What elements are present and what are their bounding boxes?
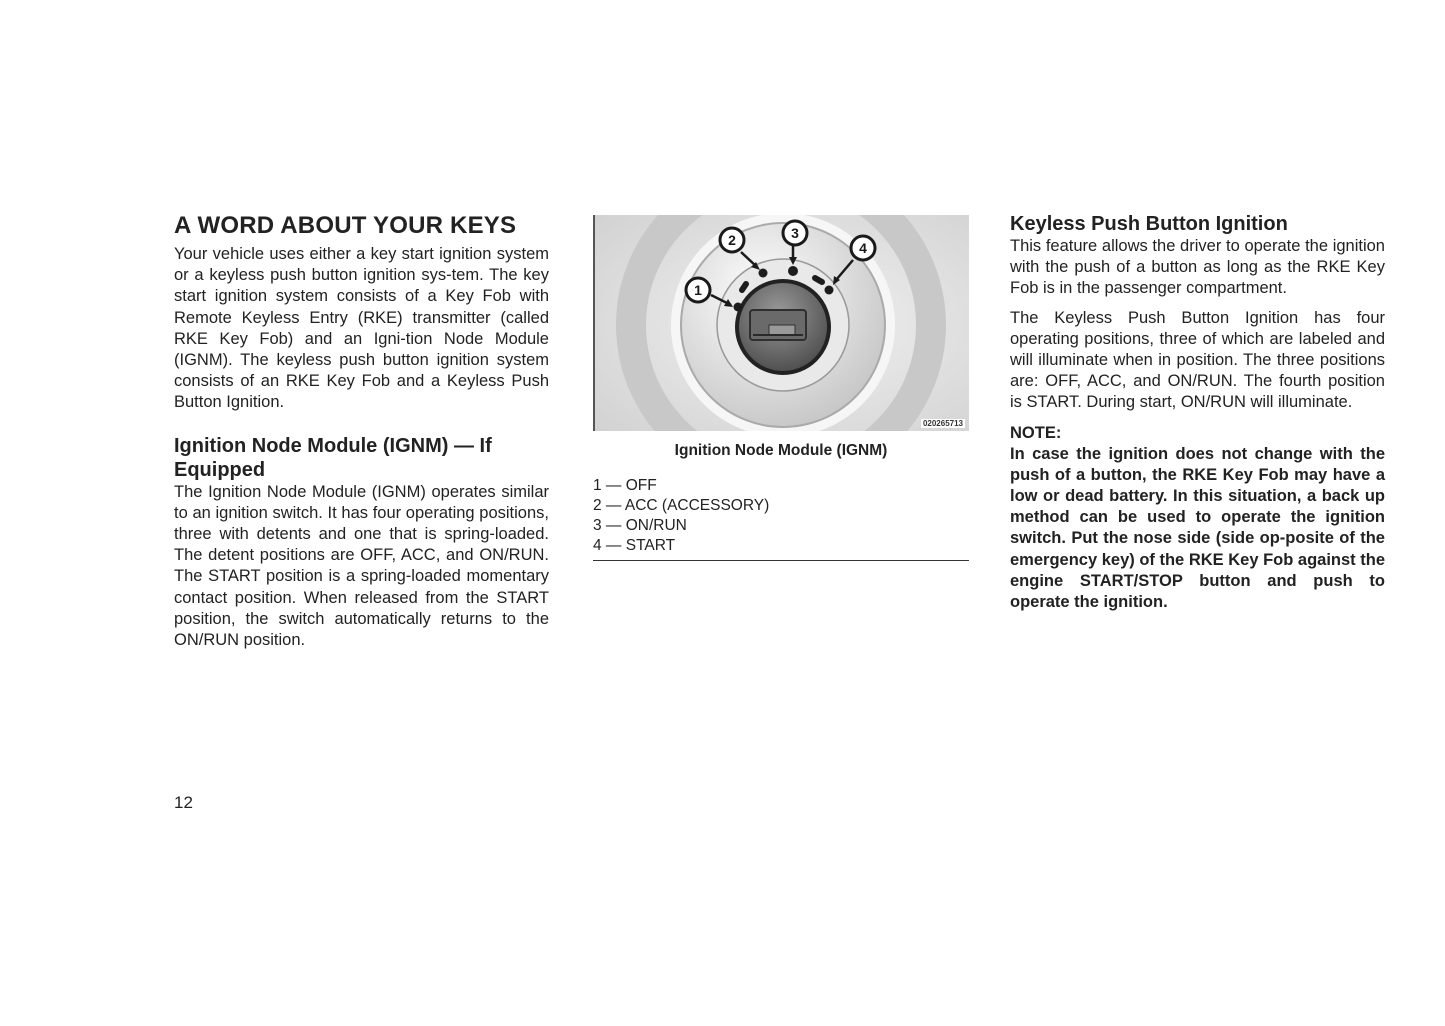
callout-label-3: 3 [791, 225, 799, 241]
callout-label-4: 4 [859, 240, 867, 256]
figure-column [593, 215, 969, 561]
keyless-paragraph-2: The Keyless Push Button Ignition has four operating positions, three of which are labeled and will illuminate when in position. The three positions are: OFF, ACC, and ON/RUN. The fourth position is START. During start, ON/RUN will illuminate. [1010, 308, 1385, 412]
keyless-heading: Keyless Push Button Ignition [1010, 213, 1288, 235]
callout-label-1: 1 [694, 282, 702, 298]
note-text: In case the ignition does not change with the push of a button, the RKE Key Fob may have a low or dead battery. In this situation, a back up method can be used to operate the ignition switch. Put the nose side (side op-posite of the emergency key) of the RKE Key Fob against the engine START/STOP button and push to operate the ignition. [1010, 444, 1386, 612]
legend-item: 1 — OFF [593, 477, 657, 494]
ignition-figure [593, 215, 969, 431]
keyless-paragraph-1: This feature allows the driver to operate the ignition with the push of a button as long as the RKE Key Fob is in the passenger compartment. [1010, 237, 1385, 298]
figure-caption: Ignition Node Module (IGNM) [674, 442, 888, 459]
legend-item: 2 — ACC (ACCESSORY) [593, 497, 770, 514]
position-dot-run [788, 266, 798, 276]
ignm-heading: Ignition Node Module (IGNM) — If Equipped [174, 434, 492, 481]
figure-code: 020265713 [922, 419, 963, 428]
right-column [1010, 212, 1385, 613]
intro-paragraph: Your vehicle uses either a key start ignition system or a keyless push button ignition sys-tem. The key start ignition system consists of a Key Fob with Remote Keyless Entry (RKE) transmitter (called RKE Key Fob) and an Igni-tion Node Module (IGNM). The keyless push button ignition system consists of an RKE Key Fob and a Keyless Push Button Ignition. [174, 245, 549, 412]
left-column [174, 212, 549, 651]
figure-legend [593, 476, 969, 556]
note-label: NOTE: [1010, 423, 1062, 442]
ignm-paragraph: The Ignition Node Module (IGNM) operates similar to an ignition switch. It has four operating positions, three with detents and one that is spring-loaded. The detent positions are OFF, ACC, and ON/RUN. The START position is a spring-loaded momentary contact position. When released from the START position, the switch automatically returns to the ON/RUN position. [174, 482, 549, 650]
position-dot-start [825, 286, 834, 295]
callout-label-2: 2 [728, 232, 736, 248]
ignition-illustration [593, 215, 969, 431]
page-number: 12 [174, 793, 193, 812]
legend-item: 3 — ON/RUN [593, 517, 687, 534]
position-dot-off [734, 303, 743, 312]
section-title: A WORD ABOUT YOUR KEYS [174, 212, 517, 239]
legend-item: 4 — START [593, 537, 676, 554]
legend-divider [593, 560, 969, 561]
